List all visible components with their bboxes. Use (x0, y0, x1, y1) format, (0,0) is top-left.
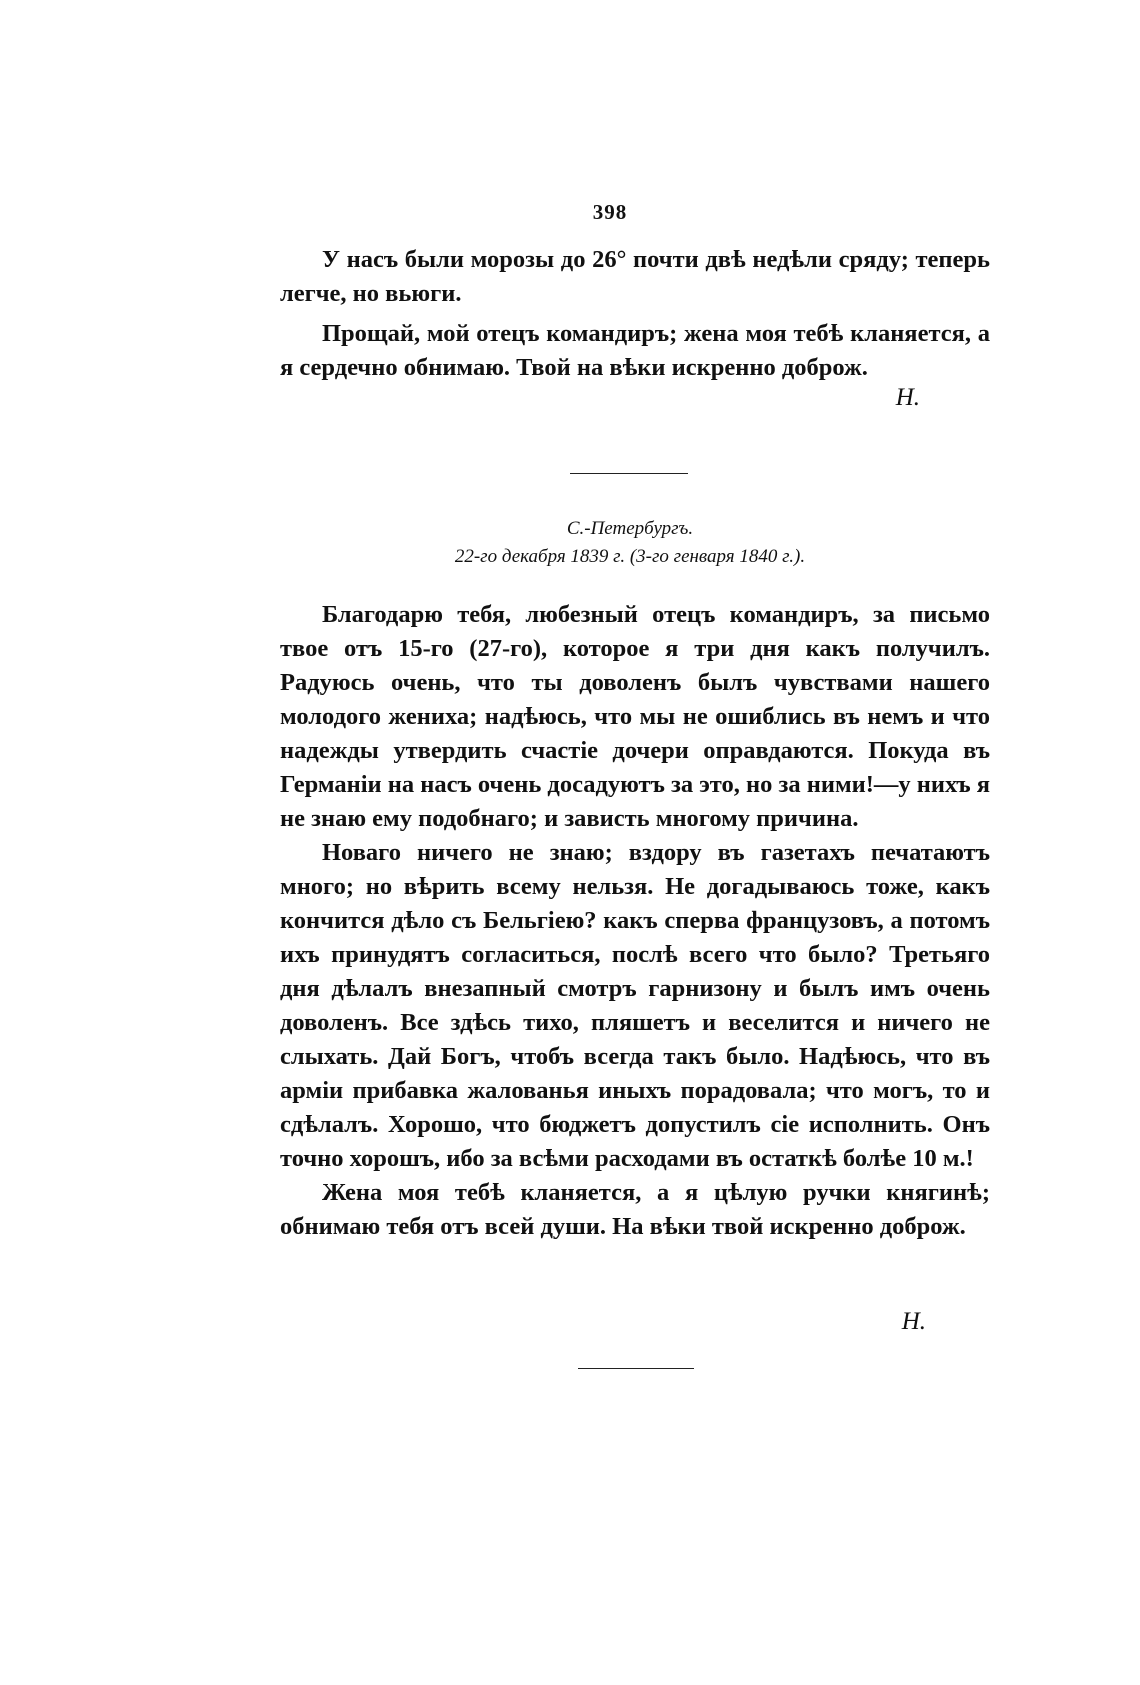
section-divider-1 (570, 473, 688, 474)
letter2-date: 22-го декабря 1839 г. (3-го генваря 1840 г.). (454, 546, 806, 567)
letter2-place: С.-Петербургъ. (566, 518, 694, 539)
letter2-body (280, 598, 990, 1244)
page-number: 398 (592, 200, 628, 224)
letter2-paragraph-2: Новаго ничего не знаю; вздору въ газетахъ печатаютъ много; но вѣрить всему нельзя. Не догадываюсь тоже, какъ кончится дѣло съ Бельгіею? какъ сперва французовъ, а потомъ ихъ принудятъ согласиться, послѣ всего что было? Третьяго дня дѣлалъ внезапный смотръ гарнизону и былъ имъ очень доволенъ. Все здѣсь тихо, пляшетъ и веселится и ничего не слыхать. Дай Богъ, чтобъ всегда такъ было. Надѣюсь, что въ арміи прибавка жалованья иныхъ порадовала; что могъ, то и сдѣлалъ. Хорошо, что бюджетъ допустилъ сіе исполнить. Онъ точно хорошъ, ибо за всѣми расходами въ остаткѣ болѣе 10 м.! (280, 839, 990, 1172)
letter1-signature: Н. (895, 384, 920, 411)
letter1-paragraph-2: Прощай, мой отецъ командиръ; жена моя тебѣ кланяется, а я сердечно обнимаю. Твой на вѣки искренно доброж. (280, 320, 990, 381)
letter2-signature: Н. (901, 1308, 926, 1335)
section-divider-2 (578, 1368, 694, 1369)
letter2-paragraph-3: Жена моя тебѣ кланяется, а я цѣлую ручки княгинѣ; обнимаю тебя отъ всей души. На вѣки твой искренно доброж. (280, 1179, 990, 1240)
letter1-paragraph-1: У насъ были морозы до 26° почти двѣ недѣли сряду; теперь легче, но вьюги. (280, 246, 990, 307)
letter2-paragraph-1: Благодарю тебя, любезный отецъ командиръ, за письмо твое отъ 15-го (27-го), которое я три дня какъ получилъ. Радуюсь очень, что ты доволенъ былъ чувствами нашего молодого жениха; надѣюсь, что мы не ошиблись въ немъ и что надежды утвердить счастіе дочери оправдаются. Покуда въ Германіи на насъ очень досадуютъ за это, но за ними!—у нихъ я не знаю ему подобнаго; и зависть многому причина. (280, 601, 990, 832)
letter1-body (280, 243, 990, 385)
